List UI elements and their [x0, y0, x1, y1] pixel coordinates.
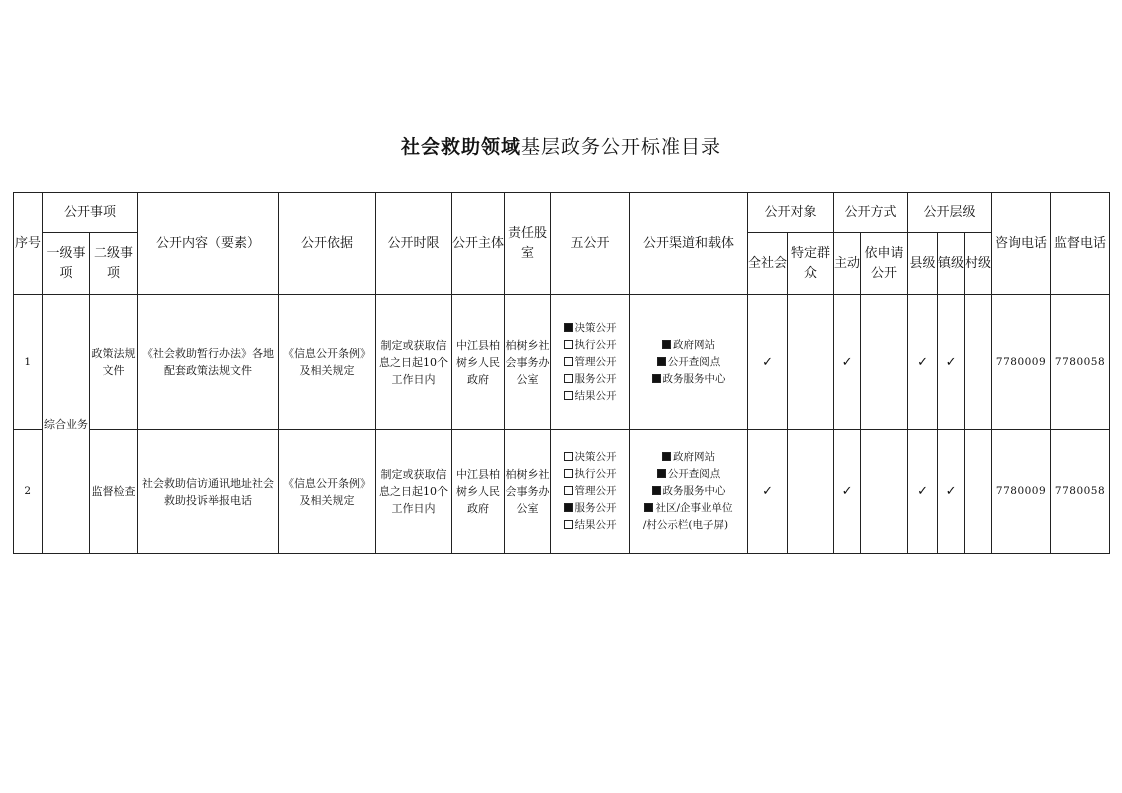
header-aud-special: 特定群众 — [788, 233, 834, 295]
checkbox-icon — [564, 374, 573, 383]
row-subject: 中江县柏树乡人民政府 — [452, 295, 505, 430]
channel-label: 政府网站 — [673, 338, 716, 351]
checkbox-icon — [564, 357, 573, 366]
title-rest: 基层政务公开标准目录 — [521, 136, 722, 158]
checkbox-icon — [564, 503, 573, 512]
five-item — [551, 466, 629, 483]
checkbox-icon — [564, 452, 573, 461]
header-lv-town: 镇级 — [938, 233, 965, 295]
row-lv-village — [965, 430, 992, 554]
header-method: 公开方式 — [834, 193, 908, 233]
page-title — [0, 132, 1122, 159]
catalog-table — [13, 192, 1110, 554]
row-seq: 1 — [14, 295, 43, 430]
five-label: 结果公开 — [574, 389, 617, 402]
checkbox-icon — [564, 391, 573, 400]
row-lv-town: ✓ — [938, 295, 965, 430]
header-content: 公开内容（要素） — [138, 193, 279, 295]
header-m-active: 主动 — [834, 233, 861, 295]
row-aud-special — [788, 295, 834, 430]
channel-label: 公开查阅点 — [667, 468, 721, 480]
square-bullet-icon — [657, 357, 666, 366]
row-seq: 2 — [14, 430, 43, 554]
checkbox-icon — [564, 340, 573, 349]
five-label: 执行公开 — [574, 468, 617, 480]
header-time-limit: 公开时限 — [376, 193, 452, 295]
square-bullet-icon — [662, 452, 671, 461]
five-item — [551, 320, 629, 337]
row-m-request — [861, 295, 908, 430]
header-lv-village: 村级 — [965, 233, 992, 295]
square-bullet-icon — [644, 503, 653, 512]
channel-item — [630, 354, 747, 371]
five-label: 决策公开 — [574, 321, 617, 334]
header-level1: 一级事项 — [43, 233, 90, 295]
checkbox-icon — [564, 323, 573, 332]
channel-label: 政务服务中心 — [662, 485, 726, 497]
header-items: 公开事项 — [43, 193, 138, 233]
row-five-list — [551, 295, 630, 430]
checkbox-icon — [564, 520, 573, 529]
header-supervise: 监督电话 — [1051, 193, 1110, 295]
row-basis: 《信息公开条例》及相关规定 — [279, 295, 376, 430]
row-m-active: ✓ — [834, 295, 861, 430]
row-content: 《社会救助暂行办法》各地配套政策法规文件 — [138, 295, 279, 430]
row-m-active: ✓ — [834, 430, 861, 554]
row-level1: 综合业务 — [43, 295, 90, 554]
header-five: 五公开 — [551, 193, 630, 295]
row-aud-all: ✓ — [748, 295, 788, 430]
row-supervise: 7780058 — [1051, 430, 1110, 554]
five-item — [551, 517, 629, 534]
header-consult: 咨询电话 — [992, 193, 1051, 295]
row-aud-special — [788, 430, 834, 554]
square-bullet-icon — [657, 469, 666, 478]
square-bullet-icon — [652, 374, 661, 383]
header-m-request: 依申请公开 — [861, 233, 908, 295]
row-m-request — [861, 430, 908, 554]
five-item — [551, 337, 629, 354]
row-level2: 监督检查 — [90, 430, 138, 554]
row-office: 柏树乡社会事务办公室 — [505, 430, 551, 554]
table-row — [14, 430, 1110, 554]
row-content: 社会救助信访通讯地址社会救助投诉举报电话 — [138, 430, 279, 554]
five-item — [551, 500, 629, 517]
row-lv-county: ✓ — [908, 295, 938, 430]
header-seq: 序号 — [14, 193, 43, 295]
row-five-list — [551, 430, 630, 554]
channel-label: 公开查阅点 — [667, 355, 721, 368]
square-bullet-icon — [662, 340, 671, 349]
channel-item — [630, 337, 747, 354]
square-bullet-icon — [652, 486, 661, 495]
channel-item — [630, 483, 747, 500]
five-label: 结果公开 — [574, 519, 617, 531]
header-audience: 公开对象 — [748, 193, 834, 233]
channel-label: 社区/企事业单位 — [655, 502, 733, 514]
row-lv-county: ✓ — [908, 430, 938, 554]
channel-label: 政务服务中心 — [662, 372, 726, 385]
header-subject: 公开主体 — [452, 193, 505, 295]
checkbox-icon — [564, 469, 573, 478]
row-level2: 政策法规文件 — [90, 295, 138, 430]
row-channel-list — [630, 295, 748, 430]
row-time-limit: 制定或获取信息之日起10个工作日内 — [376, 430, 452, 554]
channel-item — [630, 371, 747, 388]
row-subject: 中江县柏树乡人民政府 — [452, 430, 505, 554]
row-consult: 7780009 — [992, 430, 1051, 554]
five-item — [551, 354, 629, 371]
row-time-limit: 制定或获取信息之日起10个工作日内 — [376, 295, 452, 430]
header-aud-all: 全社会 — [748, 233, 788, 295]
five-label: 服务公开 — [574, 502, 617, 514]
five-label: 管理公开 — [574, 355, 617, 368]
five-label: 服务公开 — [574, 372, 617, 385]
header-channel: 公开渠道和载体 — [630, 193, 748, 295]
five-label: 管理公开 — [574, 485, 617, 497]
header-basis: 公开依据 — [279, 193, 376, 295]
title-bold: 社会救助领域 — [400, 136, 521, 158]
channel-item — [630, 466, 747, 483]
row-lv-town: ✓ — [938, 430, 965, 554]
row-lv-village — [965, 295, 992, 430]
channel-item-tail: /村公示栏(电子屏) — [642, 519, 729, 531]
five-item — [551, 388, 629, 405]
five-item — [551, 371, 629, 388]
row-channel-list — [630, 430, 748, 554]
header-lv-county: 县级 — [908, 233, 938, 295]
header-level2: 二级事项 — [90, 233, 138, 295]
five-item — [551, 449, 629, 466]
header-level: 公开层级 — [908, 193, 992, 233]
row-basis: 《信息公开条例》及相关规定 — [279, 430, 376, 554]
five-label: 执行公开 — [574, 338, 617, 351]
channel-label: 政府网站 — [673, 451, 716, 463]
five-item — [551, 483, 629, 500]
five-label: 决策公开 — [574, 451, 617, 463]
channel-item — [630, 500, 747, 517]
row-office: 柏树乡社会事务办公室 — [505, 295, 551, 430]
row-consult: 7780009 — [992, 295, 1051, 430]
checkbox-icon — [564, 486, 573, 495]
row-aud-all: ✓ — [748, 430, 788, 554]
header-office: 责任股室 — [505, 193, 551, 295]
channel-item — [630, 449, 747, 466]
row-supervise: 7780058 — [1051, 295, 1110, 430]
table-row — [14, 295, 1110, 430]
